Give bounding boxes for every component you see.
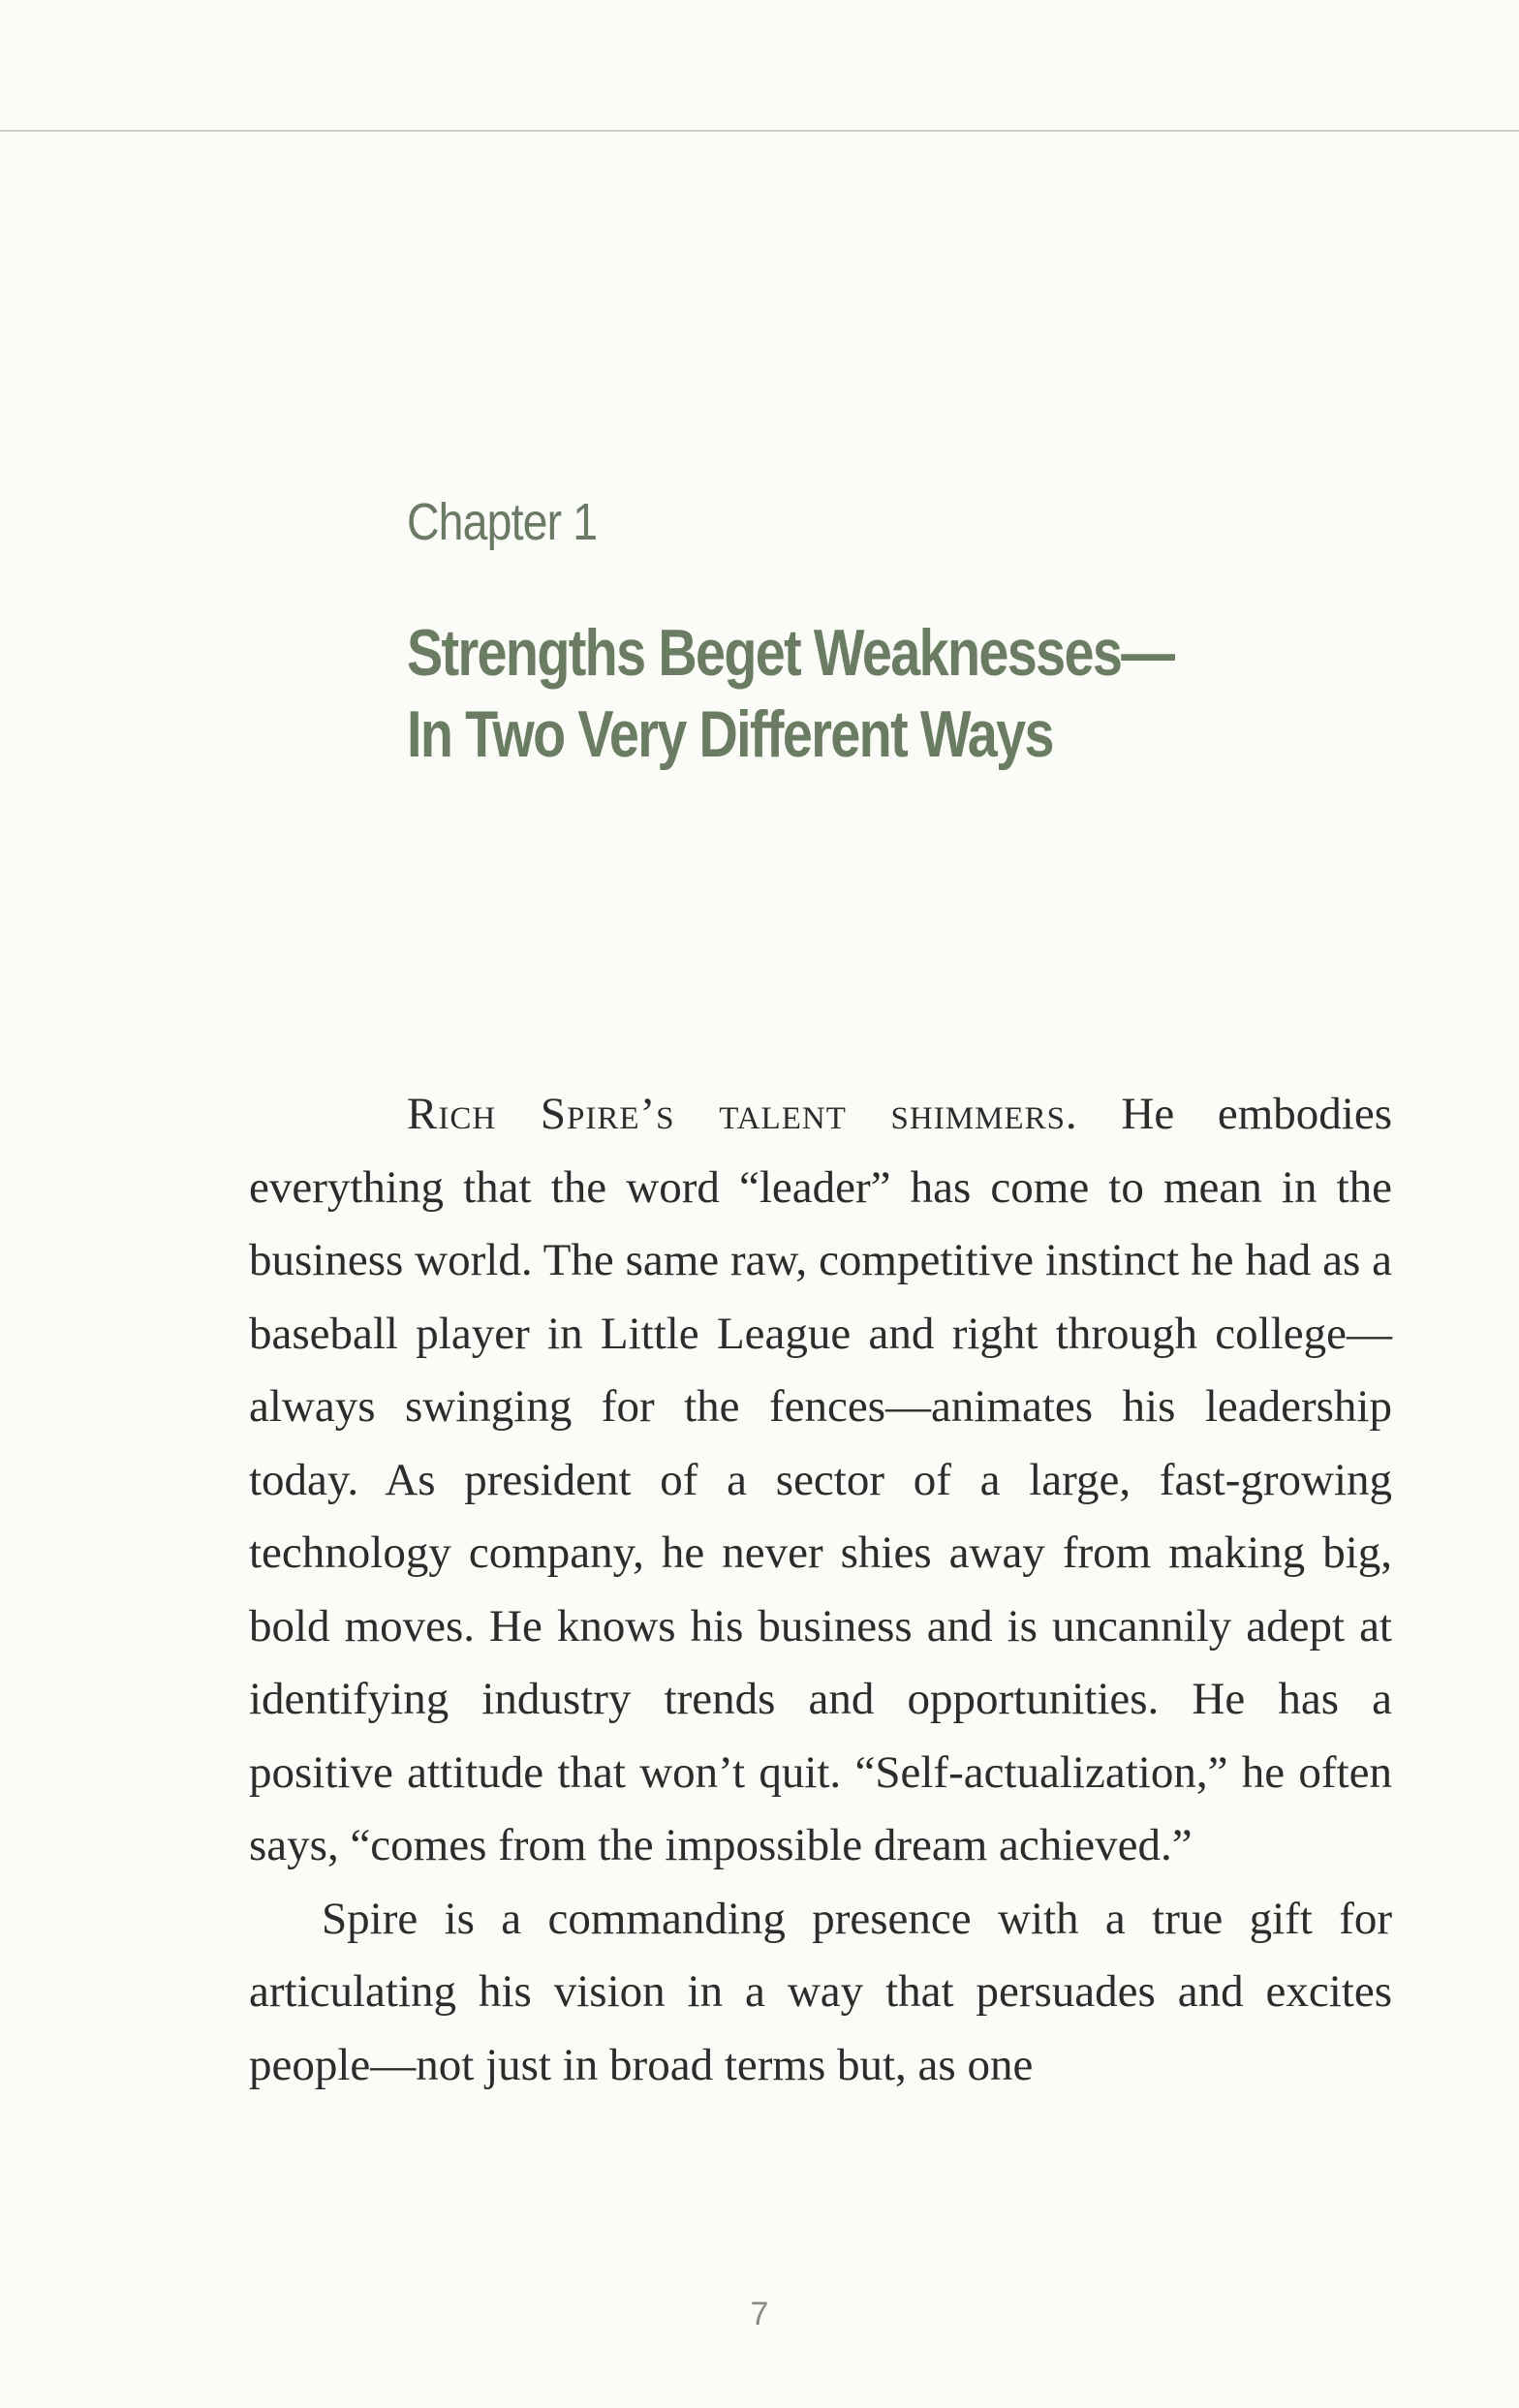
chapter-title-line-2: In Two Very Different Ways <box>407 697 1053 771</box>
chapter-label: Chapter 1 <box>407 493 598 551</box>
paragraph-1-text: He embodies everything that the word “leader” has come to mean in the business world. The same raw, competitive instinct he had as a baseball player in Little League and right through college—always swinging for the fences—animates his leadership today. As president of a sector of a large, fast-growing technology company, he never shies away from making big, bold moves. He knows his business and is uncannily adept at identifying industry trends and opportunities. He has a positive attitude that won’t quit. “Self-actualization,” he often says, “comes from the impossible dream achieved.” <box>249 1089 1392 1870</box>
page-top-edge <box>0 130 1519 132</box>
paragraph-1-lead-in: Rich Spire’s talent shimmers. <box>407 1089 1078 1139</box>
paragraph-1 <box>249 1078 1392 1883</box>
chapter-title-line-1: Strengths Beget Weaknesses— <box>407 616 1174 690</box>
chapter-title <box>407 612 1174 775</box>
body-text <box>249 1078 1392 2102</box>
page-number: 7 <box>750 2296 769 2332</box>
paragraph-2: Spire is a commanding presence with a true gift for articulating his vision in a way that persuades and excites people—not just in broad terms but, as one <box>249 1893 1392 2090</box>
